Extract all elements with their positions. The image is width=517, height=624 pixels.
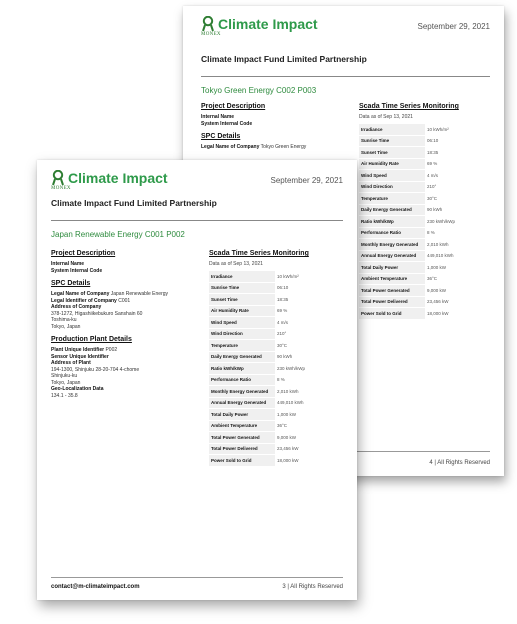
company-address-line: 378-1272, Higashiikebukuro Sanshain 60 bbox=[51, 310, 143, 317]
internal-name-label: Internal Name bbox=[201, 114, 235, 120]
scada-heading: Scada Time Series Monitoring bbox=[359, 103, 459, 110]
page-footer: 3 | All Rights Reserved bbox=[282, 584, 343, 590]
brand-sub: MONEX bbox=[201, 32, 221, 37]
scada-metric-value: 18,000 kW bbox=[425, 308, 471, 320]
scada-metric-value: 4 m/s bbox=[425, 170, 471, 182]
scada-metric-value: 8 % bbox=[275, 374, 321, 386]
scada-row bbox=[209, 351, 321, 363]
page-footer: 4 | All Rights Reserved bbox=[429, 460, 490, 466]
scada-row bbox=[209, 305, 321, 317]
scada-metric-value: 06:10 bbox=[275, 282, 321, 294]
scada-metric-label: Air Humidity Rate bbox=[209, 305, 275, 317]
scada-metric-value: 69 % bbox=[425, 158, 471, 170]
scada-row bbox=[359, 239, 471, 251]
plant-id-value: P002 bbox=[105, 347, 118, 353]
scada-metric-value: 230 kWh/kWp bbox=[275, 363, 321, 375]
scada-metric-label: Wind Direction bbox=[209, 328, 275, 340]
scada-metric-label: Total Power Delivered bbox=[209, 443, 275, 455]
scada-metric-value: 18:35 bbox=[275, 294, 321, 306]
scada-row bbox=[359, 204, 471, 216]
scada-section bbox=[359, 103, 471, 320]
scada-metric-value: 69 % bbox=[275, 305, 321, 317]
spc-details-heading: SPC Details bbox=[201, 133, 241, 140]
scada-row bbox=[209, 317, 321, 329]
scada-metric-label: Ambient Temperature bbox=[359, 273, 425, 285]
legal-name-label: Legal Name of Company bbox=[201, 144, 260, 150]
report-date: September 29, 2021 bbox=[417, 22, 490, 31]
legal-id-label: Legal Identifier of Company bbox=[51, 297, 117, 304]
project-description-heading: Project Description bbox=[51, 250, 116, 257]
project-description-heading: Project Description bbox=[201, 103, 266, 110]
scada-row bbox=[359, 181, 471, 193]
scada-metric-value: 06:10 bbox=[425, 135, 471, 147]
scada-metric-value: 2,010 kWh bbox=[275, 386, 321, 398]
brand-logo bbox=[51, 170, 168, 190]
scada-metric-value: 36°C bbox=[275, 420, 321, 432]
scada-metric-value: 4 m/s bbox=[275, 317, 321, 329]
plant-address-line: Shinjuku-ku bbox=[51, 373, 78, 379]
scada-row bbox=[209, 340, 321, 352]
scada-metric-label: Monthly Energy Generated bbox=[209, 386, 275, 398]
production-plant-heading: Production Plant Details bbox=[51, 336, 132, 343]
scada-metric-value: 210° bbox=[425, 181, 471, 193]
scada-metric-value: 230 kWh/kWp bbox=[425, 216, 471, 228]
scada-metric-value: 30°C bbox=[275, 340, 321, 352]
scada-table bbox=[209, 271, 321, 467]
scada-row bbox=[359, 147, 471, 159]
legal-name-value: Japan Renewable Energy bbox=[110, 291, 169, 297]
scada-metric-label: Ambient Temperature bbox=[209, 420, 275, 432]
report-date: September 29, 2021 bbox=[270, 176, 343, 185]
scada-row bbox=[359, 285, 471, 297]
scada-row bbox=[209, 294, 321, 306]
footer-divider bbox=[51, 577, 343, 578]
scada-row bbox=[359, 250, 471, 262]
scada-metric-value: 210° bbox=[275, 328, 321, 340]
scada-row bbox=[209, 455, 321, 467]
geo-label: Geo-Localization Data bbox=[51, 386, 104, 392]
scada-metric-value: 449,010 kWh bbox=[275, 397, 321, 409]
scada-metric-label: Irradiance bbox=[209, 271, 275, 282]
scada-metric-label: Irradiance bbox=[359, 124, 425, 135]
scada-metric-label: Sunset Time bbox=[209, 294, 275, 306]
brand-sub: MONEX bbox=[51, 186, 71, 191]
scada-metric-value: 1,000 kW bbox=[275, 409, 321, 421]
internal-name-label: Internal Name bbox=[51, 261, 85, 267]
scada-metric-value: 18:35 bbox=[425, 147, 471, 159]
scada-metric-value: 36°C bbox=[425, 273, 471, 285]
scada-metric-label: Annual Energy Generated bbox=[209, 397, 275, 409]
system-code-label: System Internal Code bbox=[51, 267, 103, 274]
scada-metric-label: Wind Speed bbox=[209, 317, 275, 329]
scada-row bbox=[359, 158, 471, 170]
scada-metric-value: 2,010 kWh bbox=[425, 239, 471, 251]
scada-table bbox=[359, 124, 471, 320]
scada-metric-label: Temperature bbox=[359, 193, 425, 205]
scada-metric-value: 10 kWh/m² bbox=[425, 124, 471, 135]
scada-row bbox=[359, 262, 471, 274]
scada-row bbox=[209, 386, 321, 398]
scada-metric-label: Sunset Time bbox=[359, 147, 425, 159]
geo-value: 134.1 - 35.8 bbox=[51, 392, 78, 399]
scada-metric-label: Ratio kWh/kWp bbox=[209, 363, 275, 375]
scada-metric-label: Monthly Energy Generated bbox=[359, 239, 425, 251]
scada-date: Data as of Sep 13, 2021 bbox=[209, 261, 263, 267]
scada-row bbox=[209, 432, 321, 444]
scada-row bbox=[359, 170, 471, 182]
plant-address-label: Address of Plant bbox=[51, 360, 91, 366]
scada-metric-value: 9,000 kW bbox=[425, 285, 471, 297]
leaf-logo-icon bbox=[51, 170, 71, 191]
scada-row bbox=[209, 443, 321, 455]
plant-id-label: Plant Unique Identifier bbox=[51, 347, 105, 353]
spc-details-heading: SPC Details bbox=[51, 280, 91, 287]
scada-metric-label: Power Sold to Grid bbox=[359, 308, 425, 320]
scada-metric-label: Total Daily Power bbox=[359, 262, 425, 274]
scada-metric-label: Total Power Delivered bbox=[359, 296, 425, 308]
scada-heading: Scada Time Series Monitoring bbox=[209, 250, 309, 257]
scada-metric-label: Total Power Generated bbox=[359, 285, 425, 297]
scada-metric-value: 18,000 kW bbox=[275, 455, 321, 467]
scada-row bbox=[359, 308, 471, 320]
scada-metric-value: 9,000 kW bbox=[275, 432, 321, 444]
scada-date: Data as of Sep 13, 2021 bbox=[359, 114, 413, 120]
header-divider bbox=[51, 220, 343, 221]
scada-row bbox=[209, 282, 321, 294]
contact-email[interactable]: contact@m-climateimpact.com bbox=[51, 584, 140, 590]
scada-row bbox=[209, 397, 321, 409]
scada-row bbox=[359, 193, 471, 205]
company-address-line: Tokyo, Japan bbox=[51, 323, 81, 330]
scada-metric-value: 10 kWh/m² bbox=[275, 271, 321, 282]
scada-metric-label: Performance Ratio bbox=[359, 227, 425, 239]
scada-metric-label: Temperature bbox=[209, 340, 275, 352]
legal-name-value: Tokyo Green Energy bbox=[260, 144, 307, 150]
header-divider bbox=[201, 76, 490, 77]
scada-row bbox=[359, 124, 471, 135]
scada-metric-label: Ratio kWh/kWp bbox=[359, 216, 425, 228]
scada-metric-value: 23,456 kW bbox=[275, 443, 321, 455]
scada-metric-value: 90 kWh bbox=[275, 351, 321, 363]
scada-row bbox=[359, 273, 471, 285]
org-name: Climate Impact Fund Limited Partnership bbox=[201, 54, 367, 64]
scada-metric-label: Annual Energy Generated bbox=[359, 250, 425, 262]
scada-metric-value: 1,000 kW bbox=[425, 262, 471, 274]
project-title: Tokyo Green Energy C002 P003 bbox=[201, 86, 317, 95]
scada-metric-label: Wind Direction bbox=[359, 181, 425, 193]
company-address-line: Toshima-ku bbox=[51, 317, 77, 323]
scada-metric-label: Performance Ratio bbox=[209, 374, 275, 386]
scada-metric-label: Power Sold to Grid bbox=[209, 455, 275, 467]
scada-row bbox=[359, 227, 471, 239]
scada-metric-label: Air Humidity Rate bbox=[359, 158, 425, 170]
report-page-3 bbox=[37, 160, 357, 600]
scada-row bbox=[209, 363, 321, 375]
left-column bbox=[201, 103, 306, 151]
scada-row bbox=[209, 374, 321, 386]
scada-metric-label: Sunrise Time bbox=[209, 282, 275, 294]
brand-name: Climate Impact bbox=[218, 16, 318, 32]
legal-name-label: Legal Name of Company bbox=[51, 291, 110, 297]
brand-name: Climate Impact bbox=[68, 170, 168, 186]
legal-id-value: C001 bbox=[118, 297, 131, 304]
scada-metric-label: Wind Speed bbox=[359, 170, 425, 182]
sensor-id-label: Sensor Unique Identifier bbox=[51, 353, 109, 360]
scada-row bbox=[359, 296, 471, 308]
project-title: Japan Renewable Energy C001 P002 bbox=[51, 230, 185, 239]
plant-address-line: 194-1300, Shinjuku 28-20-704 4-chome bbox=[51, 366, 140, 373]
org-name: Climate Impact Fund Limited Partnership bbox=[51, 198, 217, 208]
scada-row bbox=[209, 420, 321, 432]
left-column bbox=[51, 250, 168, 399]
scada-metric-label: Daily Energy Generated bbox=[209, 351, 275, 363]
scada-metric-value: 8 % bbox=[425, 227, 471, 239]
scada-row bbox=[359, 135, 471, 147]
scada-metric-label: Daily Energy Generated bbox=[359, 204, 425, 216]
scada-section bbox=[209, 250, 321, 467]
scada-row bbox=[209, 409, 321, 421]
scada-row bbox=[359, 216, 471, 228]
scada-metric-label: Sunrise Time bbox=[359, 135, 425, 147]
system-code-label: System Internal Code bbox=[201, 120, 253, 127]
scada-metric-label: Total Daily Power bbox=[209, 409, 275, 421]
plant-address-line: Tokyo, Japan bbox=[51, 379, 81, 386]
scada-row bbox=[209, 328, 321, 340]
scada-row bbox=[209, 271, 321, 282]
scada-metric-value: 449,010 kWh bbox=[425, 250, 471, 262]
scada-metric-value: 30°C bbox=[425, 193, 471, 205]
scada-metric-value: 23,456 kW bbox=[425, 296, 471, 308]
scada-metric-label: Total Power Generated bbox=[209, 432, 275, 444]
brand-logo bbox=[201, 16, 318, 36]
scada-metric-value: 90 kWh bbox=[425, 204, 471, 216]
company-address-label: Address of Company bbox=[51, 304, 102, 310]
leaf-logo-icon bbox=[201, 16, 221, 37]
